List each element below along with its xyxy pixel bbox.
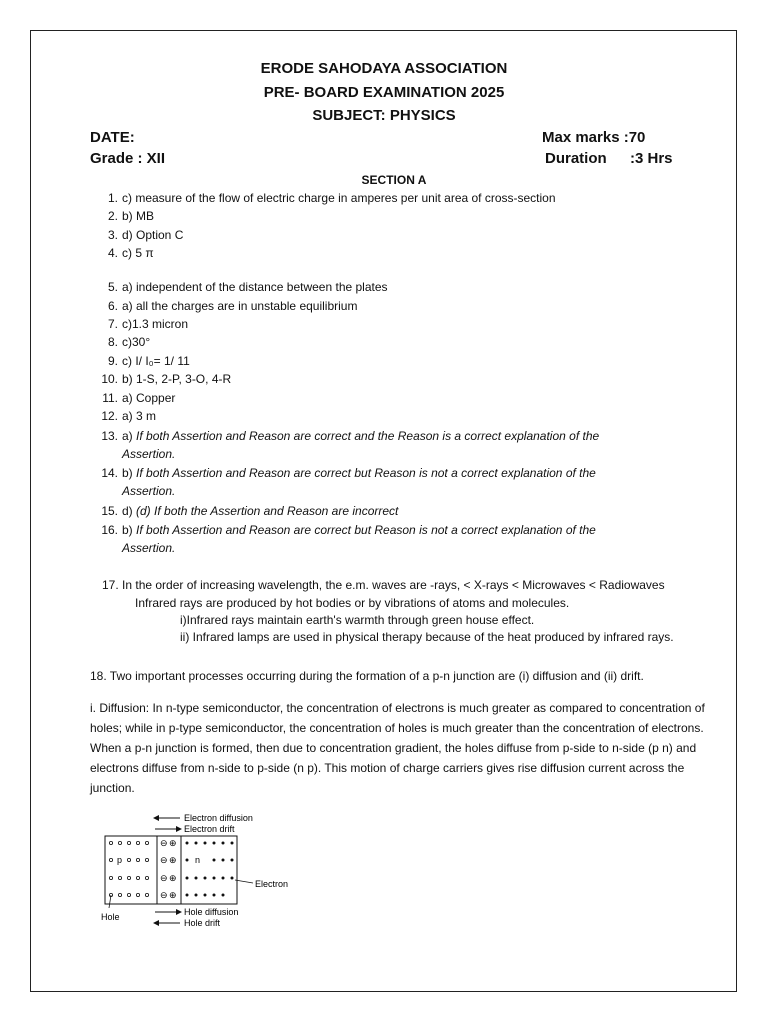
duration-label: Duration <box>545 150 607 167</box>
answer-option: a) all the charges are in unstable equilibrium <box>122 299 358 313</box>
hole-diffusion-arrow <box>155 909 182 915</box>
svg-text:⊕: ⊕ <box>169 855 177 865</box>
hole-drift-label: Hole drift <box>184 918 221 928</box>
answer-text <box>122 407 156 425</box>
svg-text:⊕: ⊕ <box>169 873 177 883</box>
answer-number: 9. <box>107 354 118 368</box>
org-title: ERODE SAHODAYA ASSOCIATION <box>260 60 508 77</box>
q18-diffusion: i. Diffusion: In n-type semiconductor, the concentration of electrons is much greater as compared to concentration of holes; while in p-type semiconductor, the concentration of holes is much greater than the concentration of electrons. When a p-n junction is formed, then due to concentration gradient, the holes diffuse from p-side to n-side (p n) and electrons diffuse from n-side to p-side (n p). This motion of charge carriers gives rise diffusion current across the junction. <box>90 701 705 795</box>
answer-text <box>122 333 150 351</box>
electron-diffusion-label: Electron diffusion <box>184 813 253 823</box>
answer-number: 8. <box>107 335 118 349</box>
answer-statement: If both Assertion and Reason are correct but Reason is not a correct explanation of the <box>136 523 596 537</box>
answer-option: d) <box>122 504 137 518</box>
answer-text <box>122 226 183 244</box>
answer-number: 4. <box>107 246 118 260</box>
pn-junction-diagram <box>95 808 315 938</box>
answer-option: b) <box>122 523 137 537</box>
p-side-holes <box>109 841 148 896</box>
svg-text:⊕: ⊕ <box>169 890 177 900</box>
answer-number: 1. <box>107 191 118 205</box>
answer-option: c)1.3 micron <box>122 317 189 331</box>
electron-pointer <box>235 880 253 883</box>
electron-label: Electron <box>255 879 289 889</box>
answer-text <box>122 315 188 333</box>
answer-option: a) Copper <box>122 391 176 405</box>
answer-number: 13. <box>101 429 118 443</box>
svg-text:⊖: ⊖ <box>160 873 168 883</box>
q17-line3: i)Infrared rays maintain earth's warmth through green house effect. <box>180 613 535 627</box>
answer-statement-cont: Assertion. <box>122 484 176 498</box>
answer-number: 6. <box>107 299 118 313</box>
answer-number: 7. <box>107 317 118 331</box>
answer-text <box>122 244 154 262</box>
answer-number: 16. <box>101 523 118 537</box>
answer-text <box>122 502 398 520</box>
answer-number: 3. <box>107 228 118 242</box>
answer-option: c)30° <box>122 335 151 349</box>
hole-label: Hole <box>101 912 120 922</box>
answer-text <box>122 278 388 296</box>
answer-option: a) 3 m <box>122 409 157 423</box>
answer-option: c) 5 π <box>122 246 154 260</box>
q18-intro: 18. Two important processes occurring during the formation of a p-n junction are (i) diffusion and (ii) drift. <box>90 669 644 683</box>
electron-drift-arrow <box>155 826 182 832</box>
answer-statement: If both Assertion and Reason are correct and the Reason is a correct explanation of the <box>136 429 600 443</box>
svg-text:⊖: ⊖ <box>160 855 168 865</box>
svg-text:⊕: ⊕ <box>169 838 177 848</box>
electron-diffusion-arrow <box>153 815 180 821</box>
answer-number: 11. <box>102 391 118 405</box>
answer-option: b) <box>122 466 137 480</box>
answer-statement: (d) If both the Assertion and Reason are incorrect <box>136 504 399 518</box>
electron-drift-label: Electron drift <box>184 824 235 834</box>
subject-title: SUBJECT: PHYSICS <box>312 107 456 124</box>
grade-label: Grade : XII <box>90 150 166 167</box>
q17-line2: Infrared rays are produced by hot bodies or by vibrations of atoms and molecules. <box>135 596 570 610</box>
p-label: p <box>117 855 123 865</box>
answer-number: 10. <box>101 372 118 386</box>
hole-pointer <box>109 895 111 908</box>
answer-text <box>122 207 154 225</box>
answer-statement-cont: Assertion. <box>122 541 176 555</box>
hole-drift-arrow <box>153 920 180 926</box>
exam-title: PRE- BOARD EXAMINATION 2025 <box>263 84 505 101</box>
hole-diffusion-label: Hole diffusion <box>184 907 239 917</box>
answer-number: 14. <box>101 466 118 480</box>
answer-option: c) measure of the flow of electric charge in amperes per unit area of cross-section <box>122 191 556 205</box>
svg-text:⊖: ⊖ <box>160 890 168 900</box>
answer-text <box>122 297 357 315</box>
answer-text <box>122 352 190 370</box>
answer-statement-cont: Assertion. <box>122 447 176 461</box>
duration-value: :3 Hrs <box>630 150 673 167</box>
answer-number: 2. <box>107 209 118 223</box>
answer-text <box>122 389 175 407</box>
q17-line1: 17. In the order of increasing wavelength, the e.m. waves are -rays, < X-rays < Microwaves < Radiowaves <box>102 578 665 592</box>
answer-number: 5. <box>107 280 118 294</box>
answer-text <box>122 189 556 207</box>
answer-statement: If both Assertion and Reason are correct but Reason is not a correct explanation of the <box>136 466 596 480</box>
n-side-electrons <box>186 842 234 897</box>
depletion-ions <box>160 838 177 900</box>
answer-number: 15. <box>101 504 118 518</box>
answer-option: a) independent of the distance between the plates <box>122 280 388 294</box>
answer-text <box>122 370 231 388</box>
answer-text <box>122 521 596 539</box>
answer-option: b) MB <box>122 209 155 223</box>
answer-option: b) 1-S, 2-P, 3-O, 4-R <box>122 372 232 386</box>
max-marks: Max marks :70 <box>542 129 646 146</box>
answer-option: d) Option C <box>122 228 184 242</box>
section-title: SECTION A <box>361 173 427 187</box>
n-label: n <box>195 855 201 865</box>
svg-text:⊖: ⊖ <box>160 838 168 848</box>
date-label: DATE: <box>90 129 135 146</box>
q17-line4: ii) Infrared lamps are used in physical therapy because of the heat produced by infrared rays. <box>180 630 674 644</box>
answer-text <box>122 427 599 445</box>
answer-text <box>122 464 596 482</box>
answer-option: c) I/ I₀= 1/ 11 <box>122 354 190 368</box>
answer-number: 12. <box>101 409 118 423</box>
answer-option: a) <box>122 429 137 443</box>
